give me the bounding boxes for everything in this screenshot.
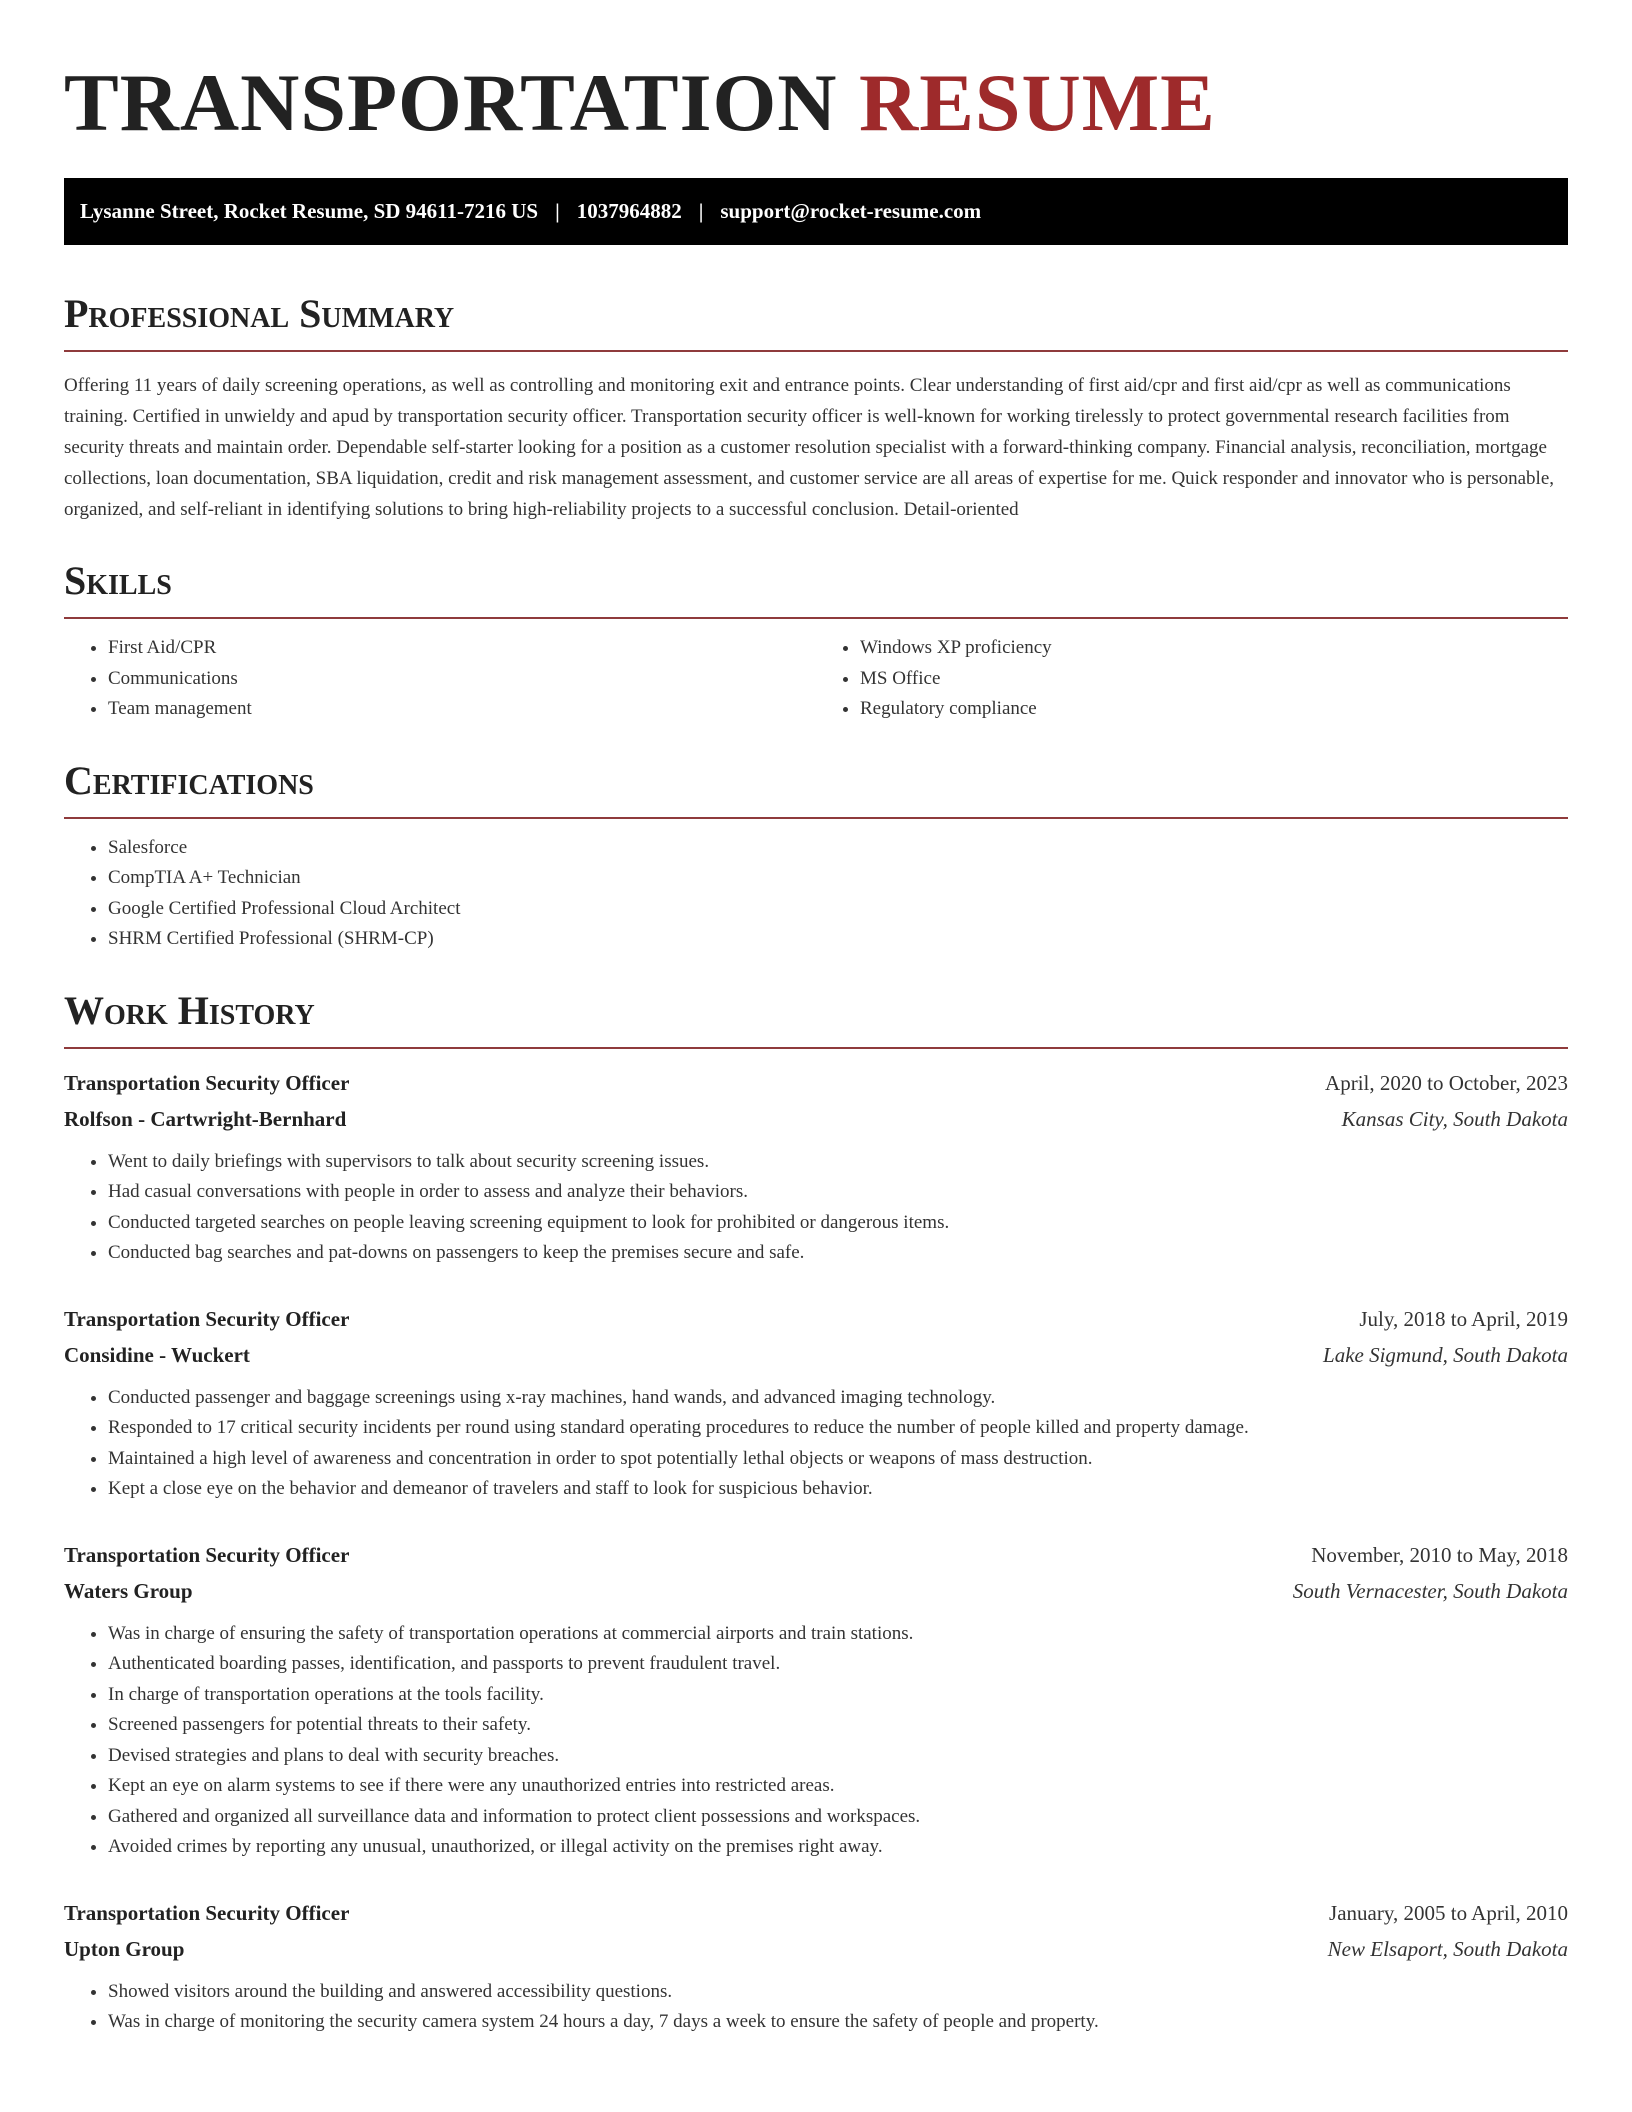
section-divider [64, 350, 1568, 352]
job-title: Transportation Security Officer [64, 1900, 350, 1925]
work-history-section [64, 989, 1568, 2038]
skill-item: • First Aid/CPR [108, 633, 816, 664]
resume-title [64, 56, 1568, 150]
summary-text: Offering 11 years of daily screening operations, as well as controlling and monitoring exit and entrance points. Clear understanding of first aid/cpr and first aid/cpr as well as communications training. Certified in unwieldy and apud by transportation security officer. Transportation security officer is well-known for working tirelessly to protect governmental research facilities from security threats and maintain order. Dependable self-starter looking for a position as a customer resolution specialist with a forward-thinking company. Financial analysis, reconciliation, mortgage collections, loan documentation, SBA liquidation, credit and risk management assessment, and customer service are all areas of expertise for me. Quick responder and innovator who is personable, organized, and self-reliant in identifying solutions to bring high-reliability projects to a successful conclusion. Detail-oriented [64, 375, 1555, 521]
title-main: TRANSPORTATION [64, 57, 838, 148]
job-duty: • Was in charge of ensuring the safety of transportation operations at commercial airports and train stations. [108, 1619, 1568, 1650]
job-location: New Elsaport, South Dakota [1327, 1936, 1568, 1961]
summary-heading: Professional Summary [64, 291, 455, 337]
skill-item: • Windows XP proficiency [860, 633, 1568, 664]
job-dates: July, 2018 to April, 2019 [1359, 1306, 1568, 1331]
job-duty: • Gathered and organized all surveillance data and information to protect client possessions and workspaces. [108, 1802, 1568, 1833]
job-entry [64, 1301, 1568, 1505]
skills-columns [64, 619, 1568, 725]
certification-item: • SHRM Certified Professional (SHRM-CP) [108, 924, 1568, 955]
job-duty: • Avoided crimes by reporting any unusual, unauthorized, or illegal activity on the premises right away. [108, 1832, 1568, 1863]
job-duties [64, 1977, 1568, 2038]
job-title: Transportation Security Officer [64, 1070, 350, 1095]
section-divider [64, 817, 1568, 819]
skill-item: • Team management [108, 694, 816, 725]
job-entry [64, 1537, 1568, 1863]
certifications-heading: Certifications [64, 757, 314, 803]
certification-item: • CompTIA A+ Technician [108, 863, 1568, 894]
job-duty: • Authenticated boarding passes, identification, and passports to prevent fraudulent travel. [108, 1649, 1568, 1680]
certification-item: • Google Certified Professional Cloud Architect [108, 894, 1568, 925]
contact-separator: | [555, 199, 560, 224]
job-duty: • Responded to 17 critical security incidents per round using standard operating procedures to reduce the number of people killed and property damage. [108, 1413, 1568, 1444]
job-duty: • Kept an eye on alarm systems to see if there were any unauthorized entries into restricted areas. [108, 1771, 1568, 1802]
job-subheader-row [64, 1931, 1568, 1967]
job-header-row [64, 1537, 1568, 1573]
summary-section [64, 292, 1568, 525]
job-duty: • Was in charge of monitoring the security camera system 24 hours a day, 7 days a week to ensure the safety of people and property. [108, 2007, 1568, 2038]
job-company: Rolfson - Cartwright-Bernhard [64, 1106, 347, 1131]
job-duty: • Maintained a high level of awareness and concentration in order to spot potentially lethal objects or weapons of mass destruction. [108, 1444, 1568, 1475]
job-dates: November, 2010 to May, 2018 [1311, 1542, 1568, 1567]
job-company: Considine - Wuckert [64, 1342, 250, 1367]
job-duty: • Screened passengers for potential threats to their safety. [108, 1710, 1568, 1741]
job-header-row [64, 1065, 1568, 1101]
job-duties [64, 1147, 1568, 1269]
job-subheader-row [64, 1101, 1568, 1137]
section-divider [64, 1047, 1568, 1049]
contact-email: support@rocket-resume.com [720, 199, 982, 224]
job-dates: January, 2005 to April, 2010 [1329, 1900, 1568, 1925]
skills-list-left [64, 633, 816, 725]
job-duties [64, 1619, 1568, 1863]
contact-phone: 1037964882 [576, 199, 682, 224]
job-duty: • Had casual conversations with people in order to assess and analyze their behaviors. [108, 1177, 1568, 1208]
job-subheader-row [64, 1337, 1568, 1373]
job-dates: April, 2020 to October, 2023 [1325, 1070, 1568, 1095]
job-header-row [64, 1301, 1568, 1337]
work-history-heading: Work History [64, 987, 315, 1033]
job-title: Transportation Security Officer [64, 1542, 350, 1567]
job-company: Waters Group [64, 1578, 193, 1603]
job-entry [64, 1065, 1568, 1269]
job-location: Lake Sigmund, South Dakota [1323, 1342, 1568, 1367]
skill-item: • MS Office [860, 664, 1568, 695]
job-duty: • Kept a close eye on the behavior and demeanor of travelers and staff to look for suspicious behavior. [108, 1474, 1568, 1505]
job-company: Upton Group [64, 1936, 185, 1961]
job-subheader-row [64, 1573, 1568, 1609]
skill-item: • Communications [108, 664, 816, 695]
job-duty: • Showed visitors around the building and answered accessibility questions. [108, 1977, 1568, 2008]
certification-item: • Salesforce [108, 833, 1568, 864]
title-accent: RESUME [859, 57, 1216, 148]
job-location: Kansas City, South Dakota [1341, 1106, 1568, 1131]
job-duty: • Conducted passenger and baggage screenings using x-ray machines, hand wands, and advanced imaging technology. [108, 1383, 1568, 1414]
job-title: Transportation Security Officer [64, 1306, 350, 1331]
certifications-section [64, 759, 1568, 955]
job-duty: • In charge of transportation operations at the tools facility. [108, 1680, 1568, 1711]
skills-list-right [816, 633, 1568, 725]
skills-heading: Skills [64, 558, 172, 604]
job-location: South Vernacester, South Dakota [1292, 1578, 1568, 1603]
job-duty: • Conducted bag searches and pat-downs on passengers to keep the premises secure and safe. [108, 1238, 1568, 1269]
job-duty: • Conducted targeted searches on people leaving screening equipment to look for prohibited or dangerous items. [108, 1208, 1568, 1239]
job-duty: • Went to daily briefings with supervisors to talk about security screening issues. [108, 1147, 1568, 1178]
skill-item: • Regulatory compliance [860, 694, 1568, 725]
job-duty: • Devised strategies and plans to deal with security breaches. [108, 1741, 1568, 1772]
contact-separator: | [698, 199, 704, 224]
certifications-list [64, 833, 1568, 955]
job-entry [64, 1895, 1568, 2038]
contact-bar [64, 178, 1568, 245]
contact-address: Lysanne Street, Rocket Resume, SD 94611-7216 US [80, 199, 539, 224]
skills-section [64, 559, 1568, 725]
job-duties [64, 1383, 1568, 1505]
job-header-row [64, 1895, 1568, 1931]
